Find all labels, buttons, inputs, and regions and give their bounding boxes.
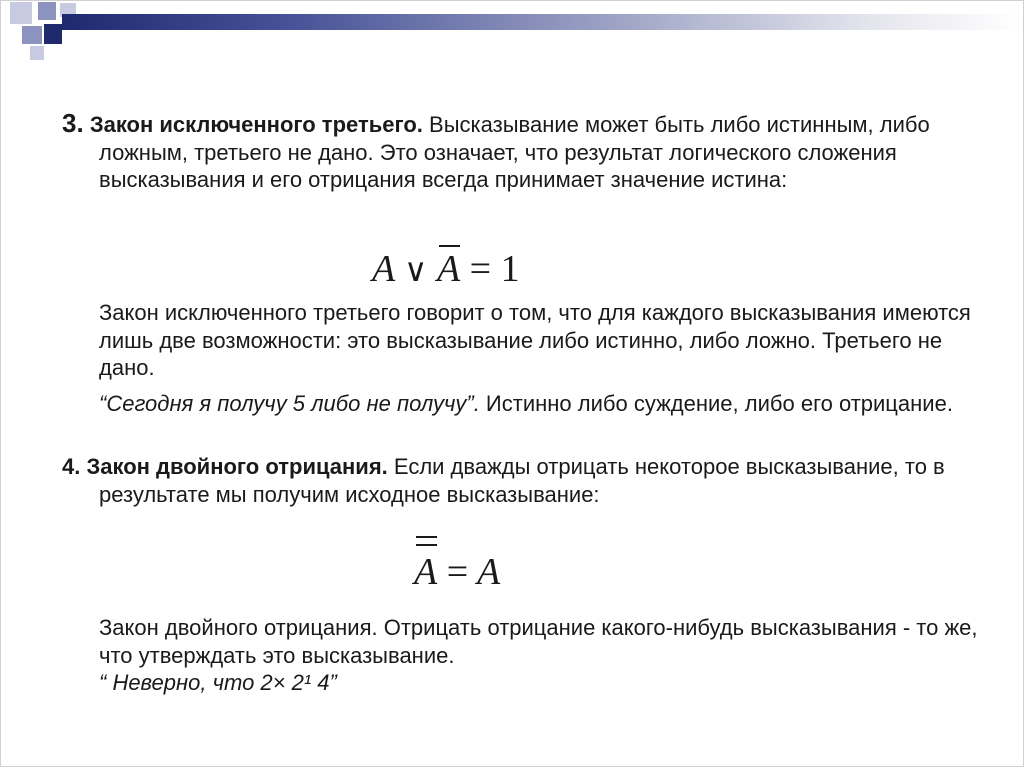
section-3-paragraph xyxy=(62,110,1019,194)
header-gradient-bar xyxy=(62,14,1022,30)
section-4-explanation: Закон двойного отрицания. Отрицать отрицание какого-нибудь высказывания - то же, что утверждать это высказывание. xyxy=(99,615,978,668)
section-3-example xyxy=(99,390,979,418)
section-3-title: Закон исключенного третьего. xyxy=(89,112,423,137)
section-4-example: “ Неверно, что 2× 2¹ 4” xyxy=(99,670,337,695)
decor-square xyxy=(30,46,44,60)
decor-square xyxy=(22,26,42,44)
section-4-text: Если дважды отрицать некоторое высказывание, то в результате мы получим исходное высказывание: xyxy=(99,454,945,507)
section-4-title: 4. Закон двойного отрицания. xyxy=(62,454,388,479)
decor-square xyxy=(10,2,32,24)
section-3-example-quote: “Сегодня я получу 5 либо не получу”. xyxy=(99,391,480,416)
double-negated-a: A xyxy=(414,550,437,594)
section-4-paragraph xyxy=(62,453,1019,508)
section-3-number: 3. xyxy=(62,108,84,138)
decor-square xyxy=(38,2,56,20)
section-3-example-text: Истинно либо суждение, либо его отрицание. xyxy=(479,391,953,416)
formula-double-negation: A = A xyxy=(414,550,500,594)
section-3-explanation: Закон исключенного третьего говорит о том, что для каждого высказывания имеются лишь две возможности: это высказывание либо истинно, либо ложно. Третьего не дано. xyxy=(99,300,971,380)
decor-square xyxy=(44,24,62,44)
section-3-text: Высказывание может быть либо истинным, либо ложным, третьего не дано. Это означает, что результат логического сложения высказывания и его отрицания всегда принимает значение истина: xyxy=(99,112,930,192)
negated-a: A xyxy=(437,247,460,291)
formula-excluded-middle: A ∨ A = 1 xyxy=(372,247,520,291)
